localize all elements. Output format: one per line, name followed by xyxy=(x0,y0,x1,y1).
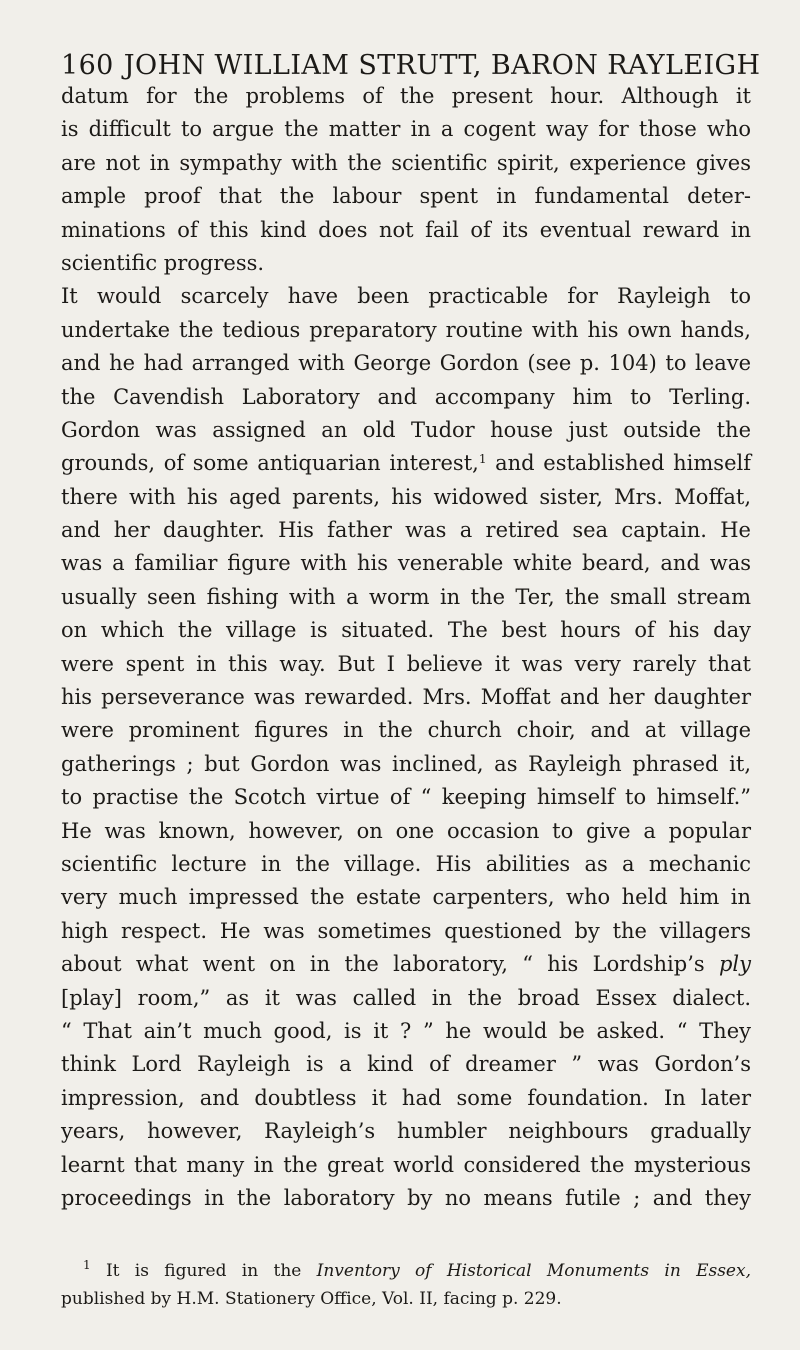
text-segment: and established himself xyxy=(486,451,752,476)
text-line: impression, and doubtless it had some foundation. In later xyxy=(61,1085,751,1110)
footnote-reference: 1 xyxy=(478,452,487,467)
text-line: were prominent figures in the church choir, and at village xyxy=(61,718,751,743)
text-line: was a familiar figure with his venerable white beard, and was xyxy=(61,551,751,576)
text-line: minations of this kind does not fail of its eventual reward in xyxy=(61,217,751,242)
text-segment: grounds, of some antiquarian interest, xyxy=(61,451,479,476)
text-line: undertake the tedious preparatory routine with his own hands, xyxy=(61,317,751,342)
text-line: scientific lecture in the village. His abilities as a mechanic xyxy=(61,851,751,876)
text-segment: about what went on in the laboratory, “ his Lordship’s xyxy=(61,952,719,977)
footnote-text: It is figured in the xyxy=(90,1261,317,1281)
text-line: on which the village is situated. The best hours of his day xyxy=(61,618,751,643)
text-line: think Lord Rayleigh is a kind of dreamer ” was Gordon’s xyxy=(61,1052,751,1077)
text-line: “ That ain’t much good, is it ? ” he would be asked. “ They xyxy=(61,1018,751,1043)
text-line: datum for the problems of the present hour. Although it xyxy=(61,84,751,108)
text-line: to practise the Scotch virtue of “ keeping himself to himself.” xyxy=(61,785,751,810)
footnote-line xyxy=(61,1257,751,1285)
text-line: and her daughter. His father was a retired sea captain. He xyxy=(61,518,751,543)
text-line: very much impressed the estate carpenters, who held him in xyxy=(61,885,751,910)
body-text xyxy=(61,80,751,1215)
text-line: years, however, Rayleigh’s humbler neighbours gradually xyxy=(61,1119,751,1144)
footnote-marker: 1 xyxy=(83,1258,91,1272)
text-line: is difficult to argue the matter in a cogent way for those who xyxy=(61,117,751,142)
text-line: usually seen fishing with a worm in the Ter, the small stream xyxy=(61,584,751,609)
text-line: scientific progress. xyxy=(61,250,265,275)
page-number: 160 xyxy=(61,50,114,81)
text-line: the Cavendish Laboratory and accompany him to Terling. xyxy=(61,384,751,409)
text-line: gatherings ; but Gordon was inclined, as Rayleigh phrased it, xyxy=(61,751,751,776)
text-line: Gordon was assigned an old Tudor house just outside the xyxy=(61,417,751,442)
text-line: proceedings in the laboratory by no means futile ; and they xyxy=(61,1185,751,1210)
text-line: learnt that many in the great world considered the mysterious xyxy=(61,1152,751,1177)
running-title: JOHN WILLIAM STRUTT, BARON RAYLEIGH xyxy=(123,50,761,81)
footnote-italic-title: Inventory of Historical Monuments in Essex, xyxy=(316,1261,751,1281)
text-line: ample proof that the labour spent in fundamental deter- xyxy=(61,184,751,209)
footnote-line: published by H.M. Stationery Office, Vol. II, facing p. 229. xyxy=(61,1289,562,1309)
italic-word: ply xyxy=(718,952,751,977)
text-line: It would scarcely have been practicable for Rayleigh to xyxy=(61,284,751,309)
text-line: his perseverance was rewarded. Mrs. Moffat and her daughter xyxy=(61,685,751,710)
text-line: [play] room,” as it was called in the broad Essex dialect. xyxy=(61,985,751,1010)
text-line: He was known, however, on one occasion to give a popular xyxy=(61,818,751,843)
text-line: were spent in this way. But I believe it was very rarely that xyxy=(61,651,751,676)
text-line xyxy=(61,447,751,480)
text-line xyxy=(61,948,751,981)
text-line: high respect. He was sometimes questioned by the villagers xyxy=(61,918,751,943)
text-line: are not in sympathy with the scientific spirit, experience gives xyxy=(61,150,751,175)
text-line: there with his aged parents, his widowed sister, Mrs. Moffat, xyxy=(61,484,751,509)
text-line: and he had arranged with George Gordon (see p. 104) to leave xyxy=(61,351,751,376)
footnote xyxy=(61,1257,751,1313)
